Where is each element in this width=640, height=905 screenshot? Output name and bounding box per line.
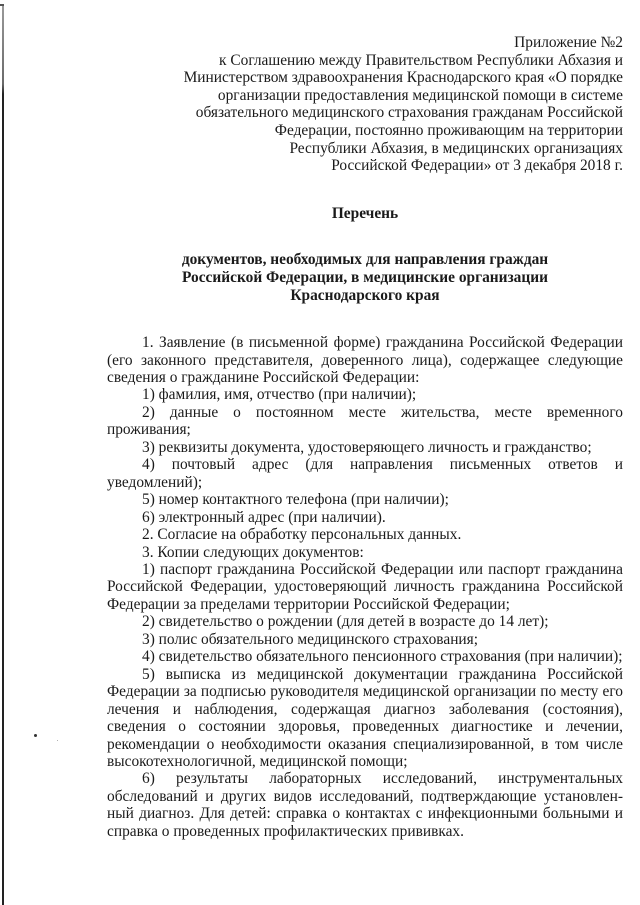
paragraph-subitem-phone: 5) номер контактного телефона (при наличии); [142,491,449,509]
document-subtitle [107,251,623,304]
header-line: к Соглашению между Правительством Республики Абхазия и [219,51,623,69]
document-page [107,34,623,840]
paragraph-item-3-copies: 3. Копии следующих документов: [142,543,364,561]
paragraph-subitem-test-results: 6) результаты лабораторных исследований, инструментальных обследований и других видов исследований, подтверждающие установленный диагноз. Для детей: справка о контактах с инфекционными больными и справка о проведенных профилактических прививках. [107,770,623,840]
header-line: Республики Абхазия, в медицинских организациях [289,139,623,157]
paragraph-subitem-postal-address: 4) почтовый адрес (для направления письменных ответов и уведомлений); [107,456,623,491]
header-line: Российской Федерации» от 3 декабря 2018 г. [331,157,623,175]
paragraph-subitem-residence: 2) данные о постоянном месте жительства, месте временного проживания; [107,403,623,439]
subtitle-line: Краснодарского края [290,286,440,304]
subtitle-line: Российской Федерации, в медицинские организации [182,268,548,286]
header-line: обязательного медицинского страхования гражданам Российской [195,104,623,122]
subtitle-line: документов, необходимых для направления граждан [181,251,549,269]
document-title: Перечень [331,204,399,222]
paragraph-subitem-medical-extract: 5) выписка из медицинской документации гражданина Российской Федерации за подписью руководителя медицинской организации по месту его лечения и наблюдения, содержащая диагноз заболевания (состояния), сведения о состоянии здоровья, проведенных диагностике и лечении, рекомендации о необходимости оказания специализированной, в том числе высокотехнологичной, медицинской помощи; [107,665,623,770]
paragraph-subitem-pension-certificate: 4) свидетельство обязательного пенсионного страхования (при наличии); [142,648,623,666]
scan-border-corner [0,4,4,6]
header-line: Федерации, постоянно проживающим на территории [274,121,623,139]
paragraph-item-2-consent: 2. Согласие на обработку персональных данных. [142,526,462,544]
paragraph-subitem-insurance-policy: 3) полис обязательного медицинского страхования; [142,630,479,648]
header-line: организации предоставления медицинской помощи в системе [217,86,623,104]
paragraph-subitem-identity-document: 3) реквизиты документа, удостоверяющего личность и гражданство; [142,438,592,456]
paragraph-subitem-birth-certificate: 2) свидетельство о рождении (для детей в возрасте до 14 лет); [142,613,549,631]
scan-border-line [2,4,4,905]
document-body [107,334,623,840]
header-line: Министерством здравоохранения Краснодарского края «О порядке [183,69,623,87]
paragraph-item-1-application: 1. Заявление (в письменной форме) гражданина Российской Федерации (его законного представителя, доверенного лица), содержащее следующие сведения о гражданине Российской Федерации: [107,334,623,387]
scan-speck [34,734,37,737]
paragraph-subitem-passport: 1) паспорт гражданина Российской Федерации или паспорт гражданина Российской Федерации, удостоверяющий личность гражданина Российской Федерации за пределами территории Российской Федерации; [107,561,623,613]
appendix-header [107,34,623,175]
header-line: Приложение №2 [514,34,623,51]
scan-speck [57,740,58,741]
paragraph-subitem-email: 6) электронный адрес (при наличии). [142,508,386,526]
paragraph-subitem-full-name: 1) фамилия, имя, отчество (при наличии); [142,386,417,404]
